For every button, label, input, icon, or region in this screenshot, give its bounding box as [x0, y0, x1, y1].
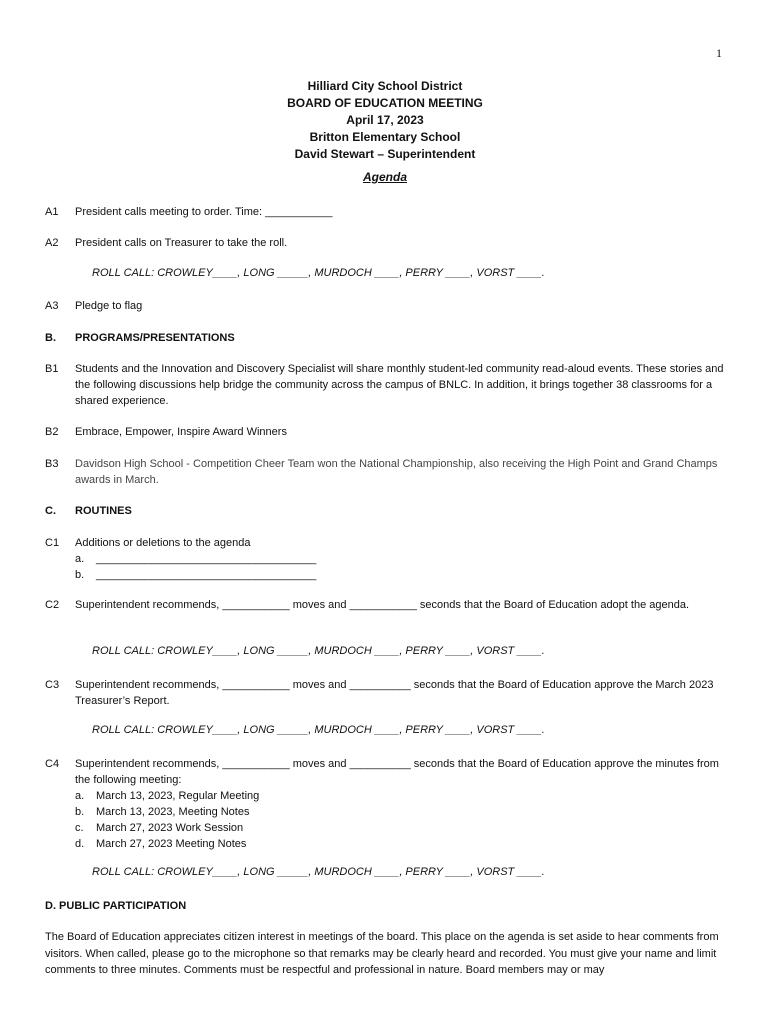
meeting-location: Britton Elementary School	[309, 130, 461, 144]
item-text: President calls meeting to order. Time: ___________	[75, 206, 333, 218]
meeting-list-item	[75, 804, 725, 820]
roll-call-line: ROLL CALL: CROWLEY____, LONG _____, MURDOCH ____, PERRY ____, VORST ____.	[92, 645, 545, 657]
meeting-title: BOARD OF EDUCATION MEETING	[287, 96, 483, 110]
item-code: C4	[45, 758, 60, 770]
item-text: Pledge to flag	[75, 300, 143, 312]
section-code: C.	[45, 505, 56, 517]
item-text: Embrace, Empower, Inspire Award Winners	[75, 426, 287, 438]
item-text: Students and the Innovation and Discovery Specialist will share monthly student-led community read-aloud events. These stories and the following discussions help bridge the community across the campus of BNLC. In addition, it brings together 38 classrooms for a shared experience.	[75, 363, 724, 407]
list-marker: b.	[75, 569, 85, 581]
section-code: B.	[45, 332, 56, 344]
item-text: Superintendent recommends, ___________ moves and __________ seconds that the Board of Education approve the March 2023 Treasurer’s Report.	[75, 679, 714, 707]
item-text: Davidson High School - Competition Cheer Team won the National Championship, also receiving the High Point and Grand Champs awards in March.	[75, 458, 718, 486]
meeting-list-item	[75, 836, 725, 852]
item-code: B3	[45, 458, 59, 470]
item-code: B1	[45, 363, 59, 375]
item-code: C3	[45, 679, 60, 691]
roll-call-line: ROLL CALL: CROWLEY____, LONG _____, MURDOCH ____, PERRY ____, VORST ____.	[92, 724, 545, 736]
item-code: A2	[45, 237, 59, 249]
document-header	[0, 78, 770, 163]
meeting-name: March 13, 2023, Regular Meeting	[96, 790, 260, 802]
list-marker: b.	[75, 806, 85, 818]
meeting-name: March 27, 2023 Work Session	[96, 822, 244, 834]
item-code: B2	[45, 426, 59, 438]
page-number: 1	[716, 46, 722, 60]
public-participation-text: The Board of Education appreciates citizen interest in meetings of the board. This place on the agenda is set aside to hear comments from visitors. When called, please go to the microphone so that remarks may be clearly heard and recorded. You must give your name and limit comments to three minutes. Comments must be respectful and professional in nature. Board members may or may	[45, 931, 719, 976]
item-text: Superintendent recommends, ___________ moves and ___________ seconds that the Board of Education adopt the agenda.	[75, 599, 690, 611]
blank-line: ____________________________________	[96, 569, 317, 581]
section-title: PROGRAMS/PRESENTATIONS	[75, 332, 235, 344]
district-name: Hilliard City School District	[307, 79, 463, 93]
roll-call-line: ROLL CALL: CROWLEY____, LONG _____, MURDOCH ____, PERRY ____, VORST ____.	[92, 866, 545, 878]
item-text: President calls on Treasurer to take the roll.	[75, 237, 288, 249]
list-marker: a.	[75, 790, 85, 802]
item-code: A3	[45, 300, 59, 312]
blank-line-item	[75, 567, 725, 583]
roll-call-line: ROLL CALL: CROWLEY____, LONG _____, MURDOCH ____, PERRY ____, VORST ____.	[92, 267, 545, 279]
item-text: Superintendent recommends, ___________ moves and __________ seconds that the Board of Education approve the minutes from the following meeting:	[75, 758, 719, 786]
meeting-list-item	[75, 788, 725, 804]
item-code: C1	[45, 537, 60, 549]
superintendent-name: David Stewart – Superintendent	[294, 147, 476, 161]
item-text: Additions or deletions to the agenda	[75, 537, 251, 549]
list-marker: d.	[75, 838, 85, 850]
section-heading-d: D. PUBLIC PARTICIPATION	[45, 900, 187, 912]
item-code: C2	[45, 599, 60, 611]
list-marker: a.	[75, 553, 85, 565]
meeting-name: March 13, 2023, Meeting Notes	[96, 806, 250, 818]
meeting-list-item	[75, 820, 725, 836]
meeting-date: April 17, 2023	[346, 113, 424, 127]
blank-line: ____________________________________	[96, 553, 317, 565]
meeting-name: March 27, 2023 Meeting Notes	[96, 838, 247, 850]
agenda-title: Agenda	[362, 170, 407, 184]
item-code: A1	[45, 206, 59, 218]
list-marker: c.	[75, 822, 84, 834]
blank-line-item	[75, 551, 725, 567]
section-title: ROUTINES	[75, 505, 132, 517]
